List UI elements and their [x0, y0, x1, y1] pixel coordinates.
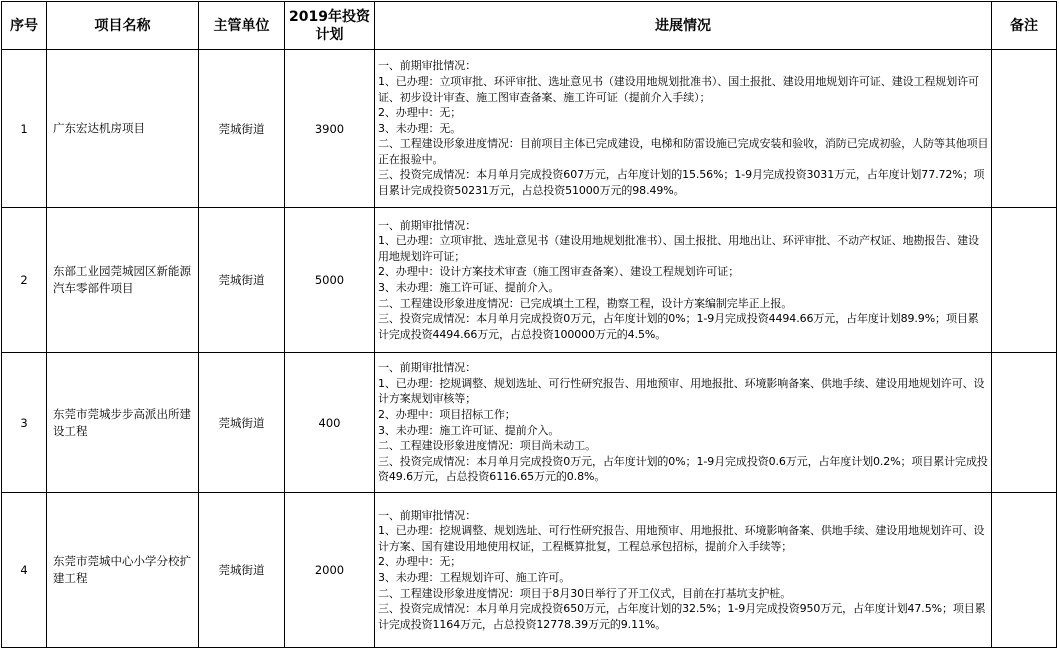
row-seq: 2 — [2, 208, 47, 353]
progress-line: 三、投资完成情况：本月单月完成投资607万元，占年度计划的15.56%；1-9月完成投资3031万元，占年度计划77.72%；项目累计完成投资50231万元，占总投资51000万元的98.49%。 — [378, 168, 985, 198]
row-project-name: 东莞市莞城中心小学分校扩建工程 — [47, 493, 199, 648]
progress-line: 一、前期审批情况： — [378, 508, 477, 522]
row-unit: 莞城街道 — [199, 208, 285, 353]
table-row — [2, 208, 1057, 353]
header-seq: 序号 — [2, 2, 47, 50]
progress-line: 3、未办理：工程规划许可、施工许可。 — [378, 571, 571, 584]
progress-line: 一、前期审批情况： — [378, 218, 477, 232]
header-progress: 进展情况 — [375, 2, 992, 50]
progress-line: 3、未办理：施工许可证、提前介入。 — [378, 281, 560, 294]
row-progress — [375, 208, 992, 353]
progress-line: 1、已办理：挖规调整、规划选址、可行性研究报告、用地预审、用地报批、环境影响备案、供地手续、建设用地规划许可、设计方案、国有建设用地使用权证，工程概算批复，工程总承包招标，提前介入手续等； — [378, 524, 985, 553]
header-note: 备注 — [992, 2, 1057, 50]
project-progress-table — [1, 1, 1057, 648]
header-project-name: 项目名称 — [47, 2, 199, 50]
row-progress — [375, 353, 992, 493]
progress-line: 一、前期审批情况： — [378, 361, 477, 375]
row-unit: 莞城街道 — [199, 353, 285, 493]
row-project-name: 东莞市莞城步步高派出所建设工程 — [47, 353, 199, 493]
progress-line: 3、未办理：施工许可证、提前介入。 — [378, 423, 560, 437]
table-row — [2, 353, 1057, 493]
progress-line: 二、工程建设形象进度情况：目前项目主体已完成建设，电梯和防雷设施已完成安装和验收，消防已完成初验，人防等其他项目正在报验中。 — [378, 137, 989, 166]
row-seq: 4 — [2, 493, 47, 648]
progress-line: 2、办理中：无； — [378, 106, 462, 120]
header-row — [2, 2, 1057, 50]
header-investment-plan: 2019年投资计划 — [285, 2, 375, 50]
header-unit: 主管单位 — [199, 2, 285, 50]
row-investment-plan: 2000 — [285, 493, 375, 648]
row-progress — [375, 493, 992, 648]
progress-line: 2、办理中：无； — [378, 555, 462, 569]
row-note — [992, 353, 1057, 493]
row-note — [992, 208, 1057, 353]
progress-line: 二、工程建设形象进度情况：已完成填土工程，勘察工程，设计方案编制完毕正上报。 — [378, 296, 793, 310]
row-progress — [375, 50, 992, 208]
progress-line: 三、投资完成情况：本月单月完成投资650万元，占年度计划的32.5%；1-9月完成投资950万元，占年度计划47.5%；项目累计完成投资1164万元，占总投资12778.39万元的9.11%。 — [378, 602, 986, 631]
row-project-name: 东部工业园莞城园区新能源汽车零部件项目 — [47, 208, 199, 353]
progress-line: 1、已办理：立项审批、选址意见书（建设用地规划批准书）、国土报批、用地出让、环评审批、不动产权证、地勘报告、建设用地规划许可证； — [378, 234, 979, 263]
row-note — [992, 50, 1057, 208]
row-investment-plan: 400 — [285, 353, 375, 493]
progress-line: 3、未办理：无。 — [378, 121, 462, 135]
row-seq: 1 — [2, 50, 47, 208]
row-project-name: 广东宏达机房项目 — [47, 50, 199, 208]
row-note — [992, 493, 1057, 648]
progress-line: 二、工程建设形象进度情况：项目于8月30日举行了开工仪式，目前在打基坑支护桩。 — [378, 586, 792, 600]
progress-line: 三、投资完成情况：本月单月完成投资0万元，占年度计划的0%；1-9月完成投资0.6万元，占年度计划0.2%；项目累计完成投资49.6万元，占总投资6116.65万元的0.8%。 — [378, 454, 988, 484]
progress-line: 一、前期审批情况： — [378, 59, 477, 73]
row-unit: 莞城街道 — [199, 50, 285, 208]
row-investment-plan: 5000 — [285, 208, 375, 353]
row-seq: 3 — [2, 353, 47, 493]
progress-line: 1、已办理：立项审批、环评审批、选址意见书（建设用地规划批准书）、国土报批、建设用地规划许可证、建设工程规划许可证、初步设计审查、施工图审查备案、施工许可证（提前介入手续）； — [378, 74, 979, 104]
row-investment-plan: 3900 — [285, 50, 375, 208]
progress-line: 2、办理中：设计方案技术审查（施工图审查备案）、建设工程规划许可证； — [378, 265, 740, 279]
progress-line: 2、办理中：项目招标工作； — [378, 407, 516, 421]
progress-line: 三、投资完成情况：本月单月完成投资0万元，占年度计划的0%；1-9月完成投资4494.66万元，占年度计划89.9%；项目累计完成投资4494.66万元，占总投资100000万元的4.5%。 — [378, 312, 979, 341]
row-unit: 莞城街道 — [199, 493, 285, 648]
progress-line: 二、工程建设形象进度情况：项目尚未动工。 — [378, 439, 596, 453]
progress-line: 1、已办理：挖规调整、规划选址、可行性研究报告、用地预审、用地报批、环境影响备案、供地手续、建设用地规划许可、设计方案规划审核等； — [378, 376, 985, 406]
table-row — [2, 493, 1057, 648]
table-row — [2, 50, 1057, 208]
